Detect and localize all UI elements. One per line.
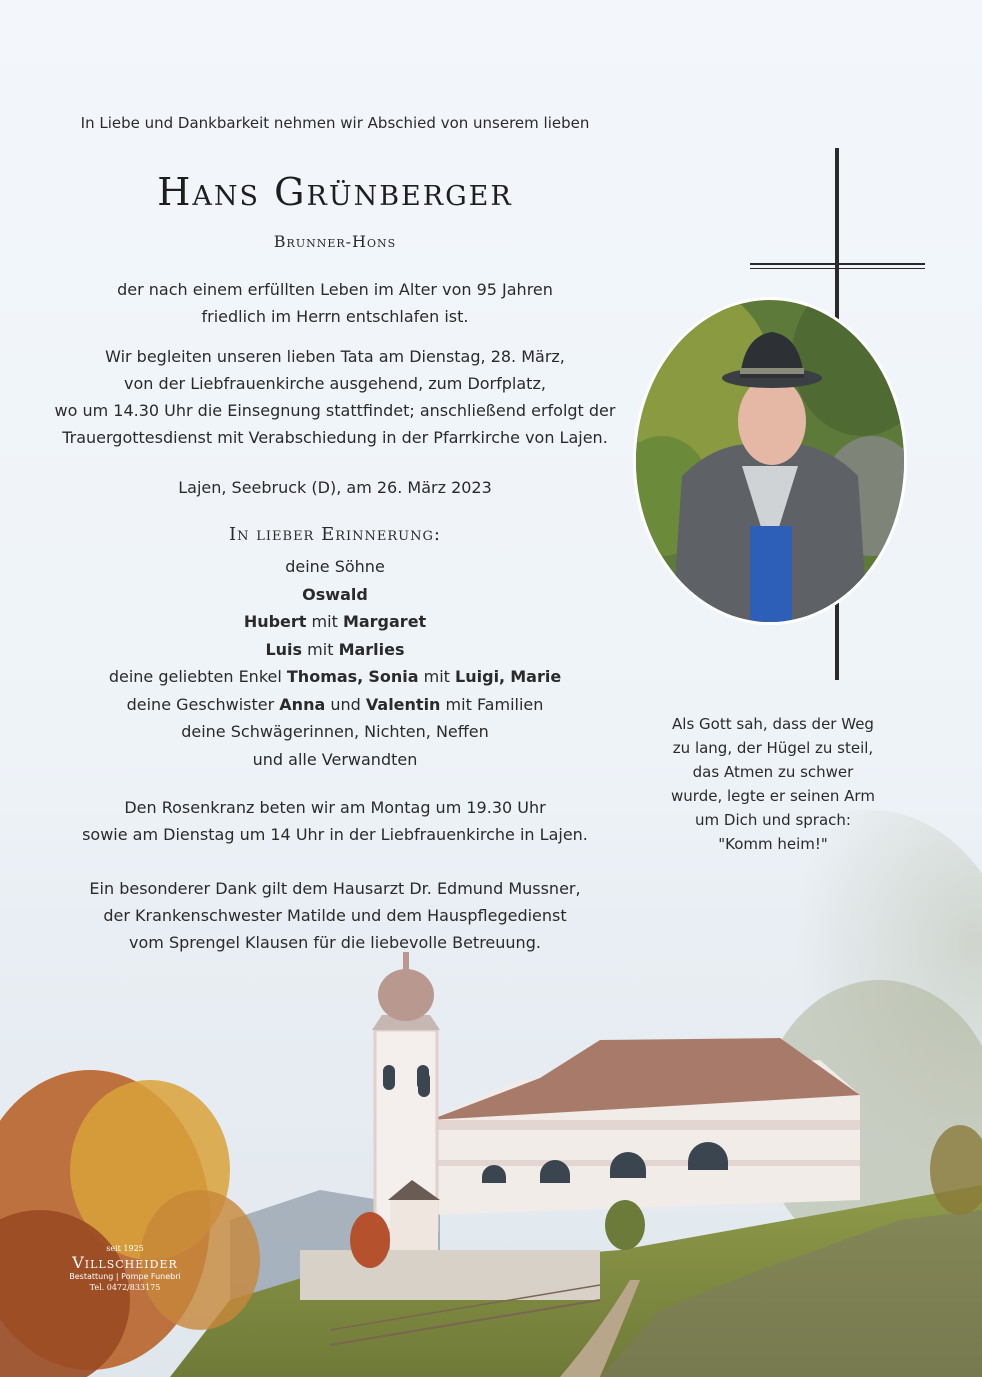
passing-paragraph xyxy=(40,276,630,330)
passing-line: der nach einem erfüllten Leben im Alter von 95 Jahren xyxy=(117,280,553,299)
son-name: Luis xyxy=(265,639,303,659)
sons-label: deine Söhne xyxy=(285,557,385,576)
quote-line: "Komm heim!" xyxy=(718,835,828,853)
grandchild-name: Marie xyxy=(510,667,562,686)
rosary-paragraph xyxy=(40,794,630,848)
grandchild-name: Sonia xyxy=(368,667,419,686)
relatives-line: und alle Verwandten xyxy=(252,749,418,769)
sibling-name: Anna xyxy=(279,694,326,714)
place-date: Lajen, Seebruck (D), am 26. März 2023 xyxy=(178,478,492,497)
logo-brand: Villscheider xyxy=(72,1253,178,1272)
inlaws-line: deine Schwägerinnen, Nichten, Neffen xyxy=(181,722,489,741)
connector-text: mit xyxy=(423,667,450,686)
thanks-line: der Krankenschwester Matilde und dem Hauspflegedienst xyxy=(103,906,567,925)
son-name: Hubert xyxy=(243,612,307,631)
thanks-paragraph xyxy=(40,875,630,956)
family-list xyxy=(40,553,630,773)
intro-text: In Liebe und Dankbarkeit nehmen wir Abschied von unserem lieben xyxy=(80,114,590,132)
quote-line: das Atmen zu schwer xyxy=(692,763,854,781)
memory-heading: In lieber Erinnerung: xyxy=(229,524,441,545)
thanks-line: Ein besonderer Dank gilt dem Hausarzt Dr. Edmund Mussner, xyxy=(89,879,581,898)
portrait-photo xyxy=(632,296,908,626)
grandchildren-label: deine geliebten Enkel xyxy=(108,667,282,686)
connector-text: mit xyxy=(311,612,338,631)
connector-text: mit xyxy=(307,639,334,659)
rosary-line: Den Rosenkranz beten wir am Montag um 19.30 Uhr xyxy=(124,798,546,817)
thanks-line: vom Sprengel Klausen für die liebevolle Betreuung. xyxy=(129,933,541,952)
passing-line: friedlich im Herrn entschlafen ist. xyxy=(201,307,469,326)
funeral-line: von der Liebfrauenkirche ausgehend, zum Dorfplatz, xyxy=(124,374,546,393)
funeral-line: Wir begleiten unseren lieben Tata am Dienstag, 28. März, xyxy=(105,347,565,366)
connector-text: und xyxy=(330,694,361,714)
rosary-line: sowie am Dienstag um 14 Uhr in der Liebfrauenkirche in Lajen. xyxy=(82,825,588,844)
funeral-line: wo um 14.30 Uhr die Einsegnung stattfindet; anschließend erfolgt der xyxy=(54,401,616,420)
grandchild-name: Thomas, xyxy=(286,667,364,686)
son-name: Oswald xyxy=(302,584,368,604)
quote-line: zu lang, der Hügel zu steil, xyxy=(672,739,874,757)
logo-since: seit 1925 xyxy=(106,1244,144,1253)
sibling-name: Valentin xyxy=(365,694,441,714)
logo-phone: Tel. 0472/833175 xyxy=(89,1283,161,1292)
funeral-home-logo xyxy=(40,1244,210,1292)
quote-line: um Dich und sprach: xyxy=(695,811,851,829)
quote-line: wurde, legte er seinen Arm xyxy=(671,787,875,805)
logo-subtitle: Bestattung | Pompe Funebri xyxy=(69,1272,181,1281)
poem-quote xyxy=(648,712,898,856)
siblings-suffix: mit Familien xyxy=(445,694,544,714)
grandchild-name: Luigi, xyxy=(455,667,506,686)
funeral-paragraph xyxy=(40,343,630,451)
siblings-label: deine Geschwister xyxy=(126,694,275,714)
quote-line: Als Gott sah, dass der Weg xyxy=(672,715,874,733)
funeral-line: Trauergottesdienst mit Verabschiedung in der Pfarrkirche von Lajen. xyxy=(62,428,608,447)
deceased-nickname: Brunner-Hons xyxy=(273,232,397,251)
partner-name: Margaret xyxy=(342,612,427,631)
deceased-name: Hans Grünberger xyxy=(157,170,513,214)
partner-name: Marlies xyxy=(338,639,405,659)
